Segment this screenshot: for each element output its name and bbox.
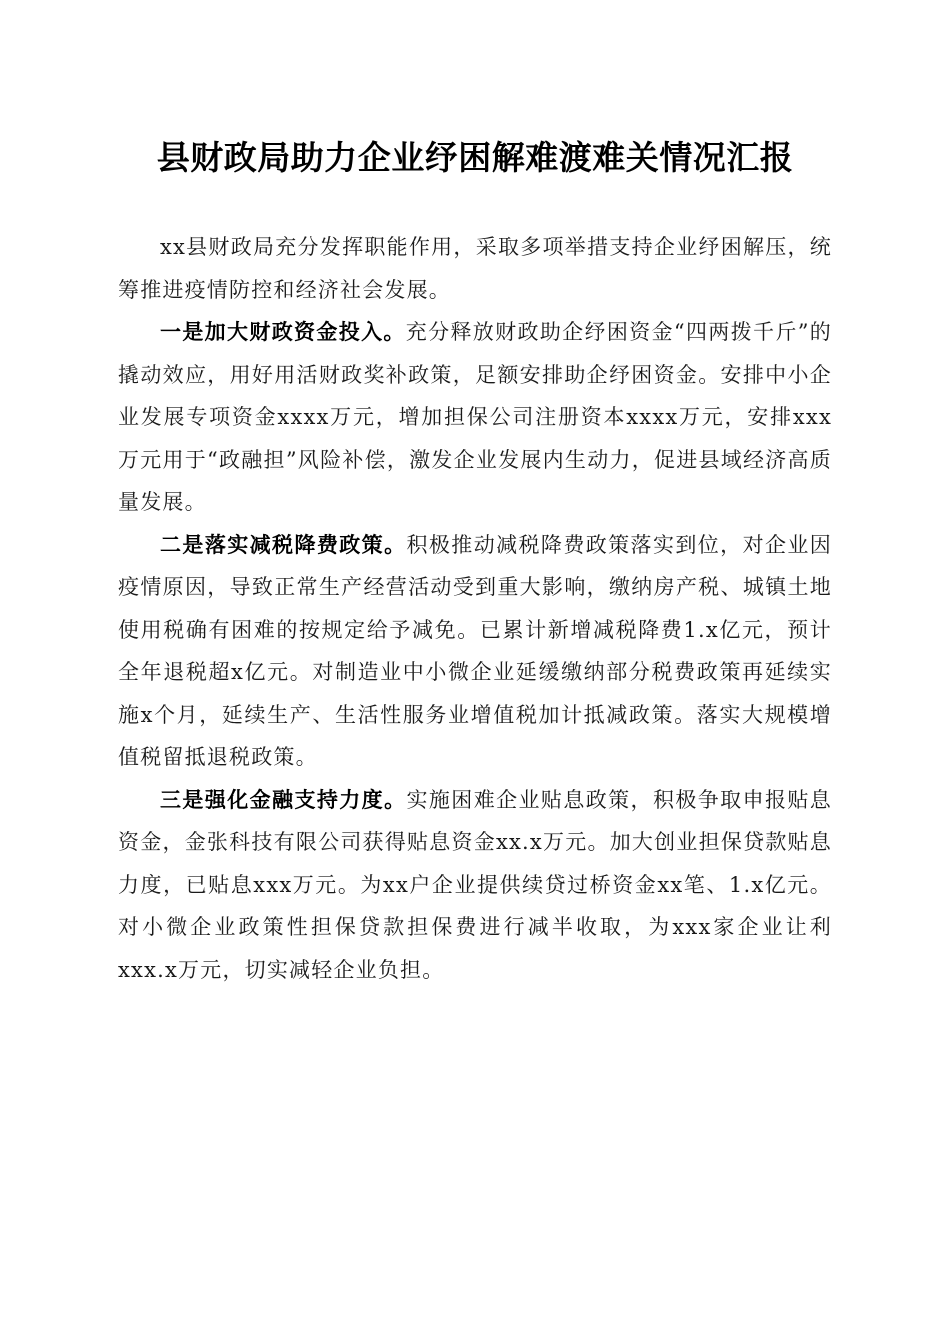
paragraph-lead: 一是加大财政资金投入。	[160, 319, 406, 344]
document-body	[118, 226, 832, 991]
paragraph-financial-support	[118, 779, 832, 992]
paragraph-lead: 三是强化金融支持力度。	[160, 786, 407, 812]
paragraph-text: 实施困难企业贴息政策，积极争取申报贴息资金，金张科技有限公司获得贴息资金xx.x万元。加大创业担保贷款贴息力度，已贴息xxx万元。为xx户企业提供续贷过桥资金xx笔、1.x亿元。对小微企业政策性担保贷款担保费进行减半收取，为xxx家企业让利xxx.x万元，切实减轻企业负担。	[118, 787, 832, 982]
paragraph-text: 积极推动减税降费政策落实到位，对企业因疫情原因，导致正常生产经营活动受到重大影响，缴纳房产税、城镇土地使用税确有困难的按规定给予减免。已累计新增减税降费1.x亿元，预计全年退税超x亿元。对制造业中小微企业延缓缴纳部分税费政策再延续实施x个月，延续生产、生活性服务业增值税加计抵减政策。落实大规模增值税留抵退税政策。	[118, 532, 832, 769]
paragraph-fiscal-funds	[118, 311, 832, 524]
paragraph-intro	[118, 226, 832, 311]
paragraph-lead: 二是落实减税降费政策。	[160, 531, 407, 557]
paragraph-tax-reduction	[118, 524, 832, 779]
paragraph-text: 充分释放财政助企纾困资金“四两拨千斤”的撬动效应，用好用活财政奖补政策，足额安排助企纾困资金。安排中小企业发展专项资金xxxx万元，增加担保公司注册资本xxxx万元，安排xxx万元用于“政融担”风险补偿，激发企业发展内生动力，促进县域经济高质量发展。	[118, 320, 832, 514]
document-title: 县财政局助力企业纾困解难渡难关情况汇报	[156, 138, 794, 177]
paragraph-text: xx县财政局充分发挥职能作用，采取多项举措支持企业纾困解压，统筹推进疫情防控和经济社会发展。	[118, 235, 832, 302]
